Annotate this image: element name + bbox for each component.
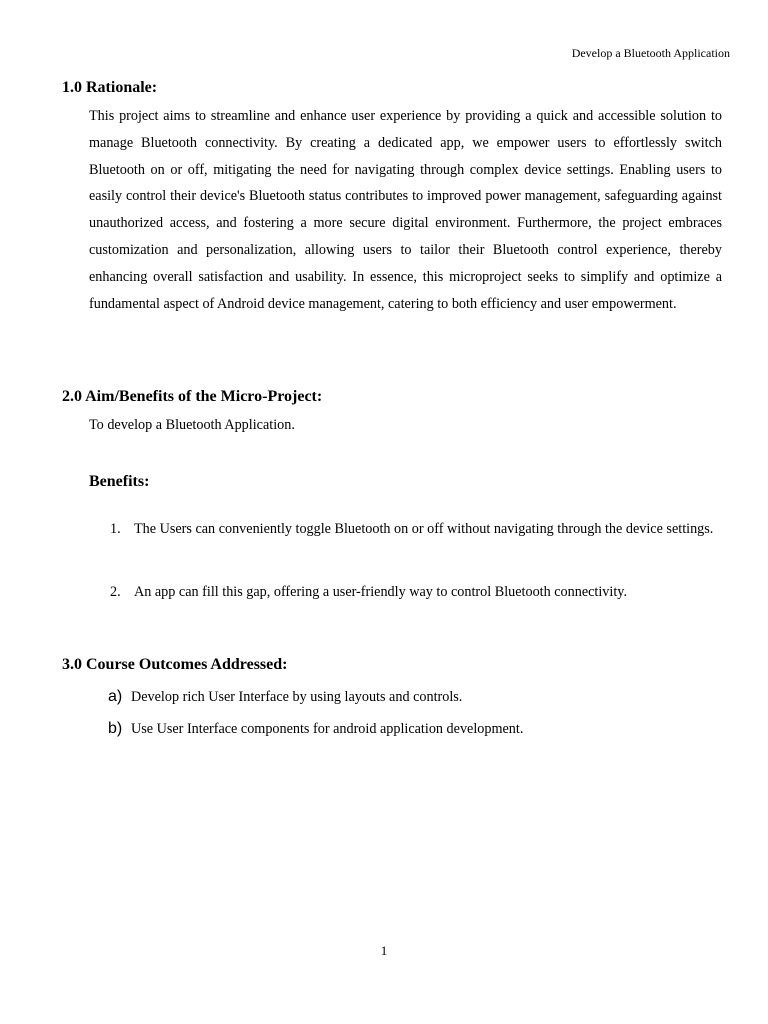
outcome-text: Use User Interface components for android application development. bbox=[131, 721, 524, 737]
aim-heading: 2.0 Aim/Benefits of the Micro-Project: bbox=[62, 388, 323, 405]
outcome-letter: b) bbox=[108, 720, 123, 737]
rationale-heading: 1.0 Rationale: bbox=[62, 79, 158, 96]
benefit-item-1 bbox=[110, 516, 722, 542]
benefits-heading: Benefits: bbox=[89, 473, 150, 490]
outcome-letter: a) bbox=[108, 688, 123, 705]
outcome-text: Develop rich User Interface by using layouts and controls. bbox=[131, 689, 463, 705]
rationale-paragraph: This project aims to streamline and enhance user experience by providing a quick and accessible solution to manage Bluetooth connectivity. By creating a dedicated app, we empower users to effortlessly switch Bluetooth on or off, mitigating the need for navigating through complex device settings. Enabling users to easily control their device's Bluetooth status contributes to improved power management, safeguarding against unauthorized access, and fostering a more secure digital environment. Furthermore, the project embraces customization and personalization, allowing users to tailor their Bluetooth control experience, thereby enhancing overall satisfaction and usability. In essence, this microproject seeks to simplify and optimize a fundamental aspect of Android device management, catering to both efficiency and user empowerment. bbox=[89, 108, 722, 312]
outcomes-heading: 3.0 Course Outcomes Addressed: bbox=[62, 656, 288, 673]
benefit-item-2 bbox=[110, 579, 722, 605]
benefit-number: 1. bbox=[110, 521, 121, 537]
aim-paragraph: To develop a Bluetooth Application. bbox=[89, 417, 295, 433]
benefit-text: The Users can conveniently toggle Bluetooth on or off without navigating through the device settings. bbox=[134, 521, 714, 537]
outcome-item-b bbox=[108, 719, 523, 739]
outcome-item-a bbox=[108, 687, 462, 707]
page-number: 1 bbox=[380, 943, 388, 958]
benefit-number: 2. bbox=[110, 584, 121, 600]
benefit-text: An app can fill this gap, offering a user-friendly way to control Bluetooth connectivity. bbox=[134, 584, 627, 600]
running-header: Develop a Bluetooth Application bbox=[571, 46, 730, 60]
